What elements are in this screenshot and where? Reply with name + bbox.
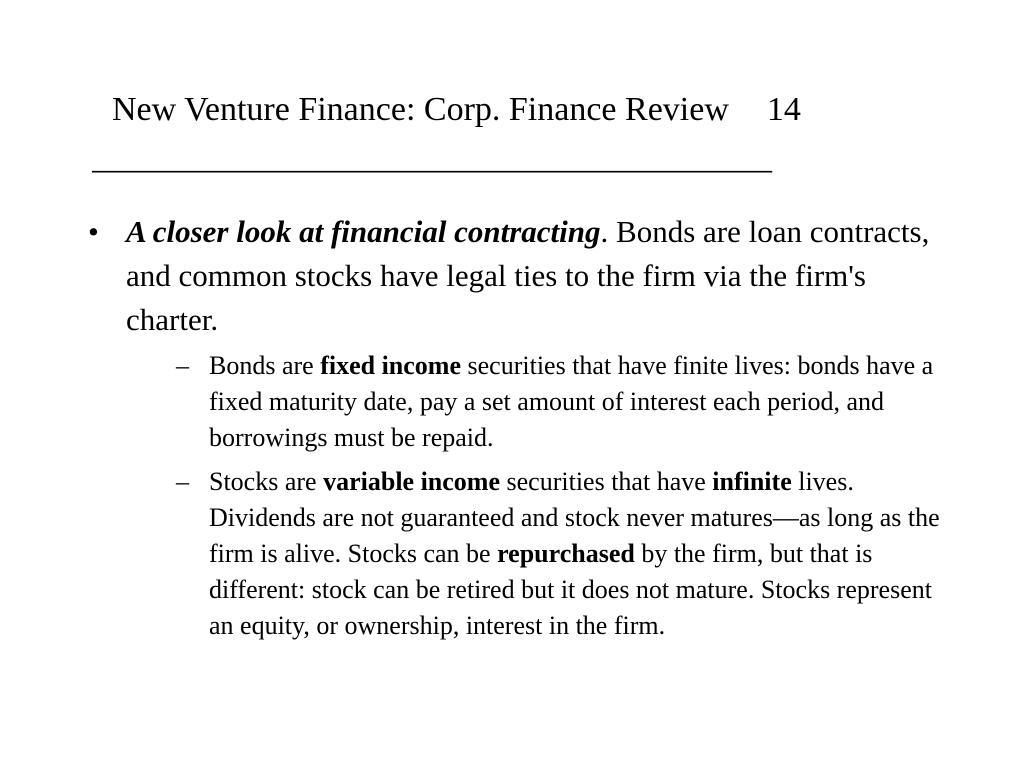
bullet-lead-punctuation: .: [600, 214, 609, 249]
sub-bullet-bold-term: fixed income: [320, 351, 462, 380]
sub-bullet-marker: –: [176, 467, 189, 496]
sub-bullet-list: [126, 348, 948, 644]
sub-bullet-text: securities that have: [500, 467, 713, 496]
sub-bullet-text: Bonds are: [209, 351, 321, 380]
sub-bullet-text: Stocks are: [209, 467, 324, 496]
sub-bullet-bonds: [126, 348, 948, 456]
sub-bullet-bold-term: variable income: [323, 467, 501, 496]
bullet-item: [88, 210, 948, 644]
bullet-body-text: Bonds are loan contracts, and common stocks have legal ties to the firm via the firm's charter.: [126, 214, 930, 337]
sub-bullet-text: lives. Dividends are not guaranteed and stock never matures—as long as the firm is alive. Stocks can be: [209, 467, 940, 568]
bullet-marker: •: [88, 214, 99, 249]
slide-title: New Venture Finance: Corp. Finance Review: [112, 91, 729, 128]
title-underline-rule: ________________________________________: [92, 139, 772, 176]
sub-bullet-text: securities that have finite lives: bonds have a fixed maturity date, pay a set amount of interest each period, and borrowings must be repaid.: [209, 351, 934, 452]
page-number: 14: [766, 91, 801, 128]
slide-title-row: [112, 88, 922, 132]
sub-bullet-text: by the firm, but that is different: stock can be retired but it does not mature. Stocks represent an equity, or ownership, interest in the firm.: [209, 539, 932, 640]
sub-bullet-stocks: [126, 464, 948, 644]
bullet-lead-text: A closer look at financial contracting: [126, 214, 601, 249]
sub-bullet-bold-term: infinite: [712, 467, 792, 496]
sub-bullet-bold-term: repurchased: [497, 539, 635, 568]
bullet-list: [88, 210, 948, 652]
sub-bullet-marker: –: [176, 351, 189, 380]
